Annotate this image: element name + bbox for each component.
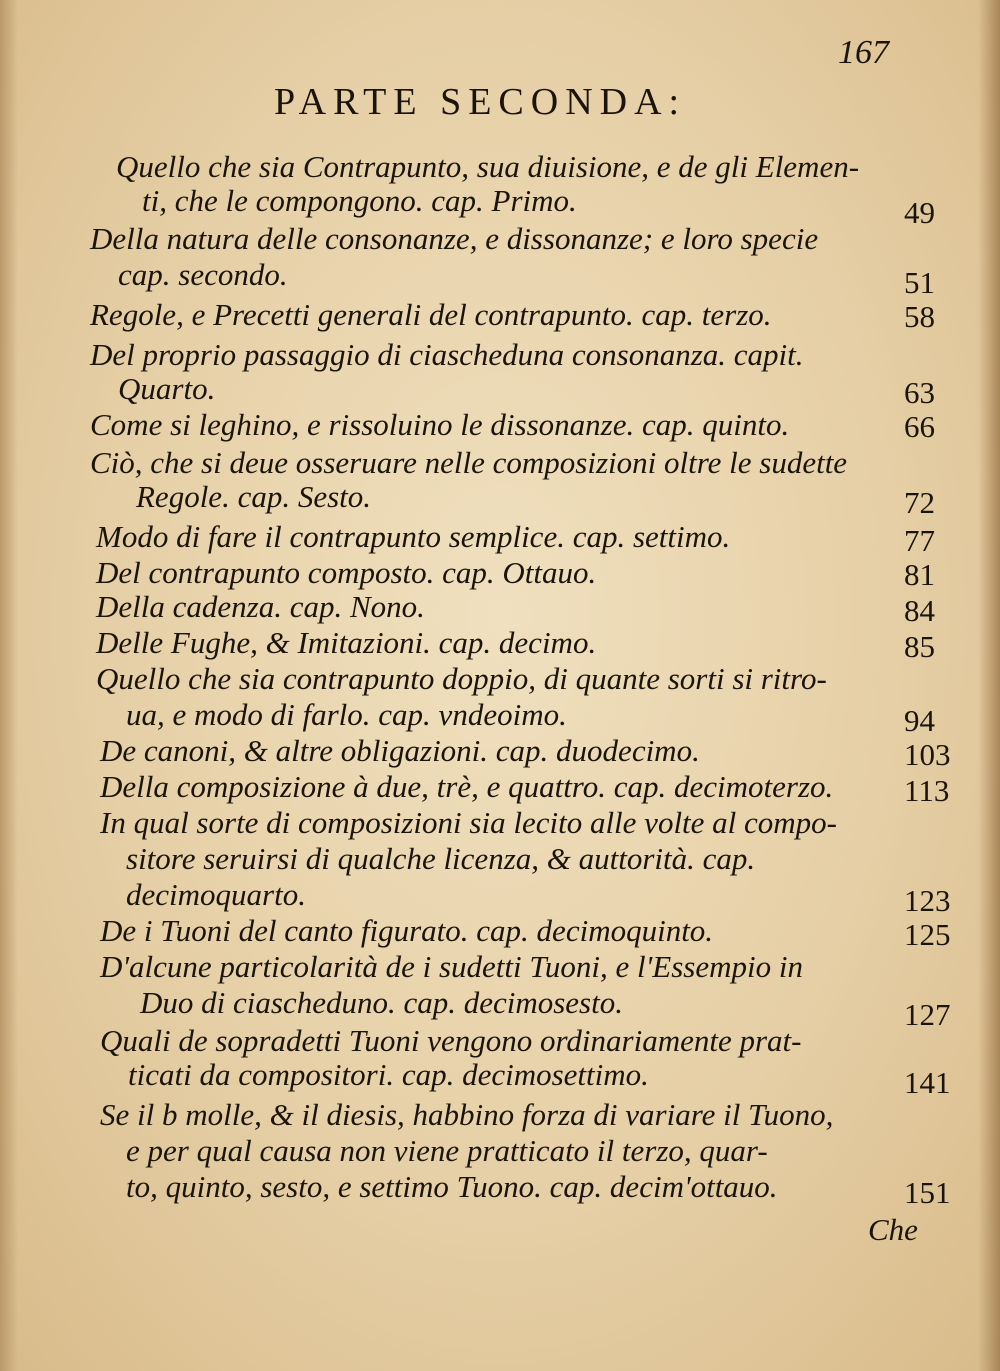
toc-entry-line: Come si leghino, e rissoluino le dissonanze. cap. quinto. xyxy=(90,407,790,442)
toc-entry-line: e per qual causa non viene pratticato il terzo, quar- xyxy=(126,1133,768,1168)
toc-entry-line: Quello che sia contrapunto doppio, di quante sorti si ritro- xyxy=(96,661,827,696)
toc-entry-line: Ciò, che si deue osseruare nelle composizioni oltre le sudette xyxy=(90,445,848,480)
toc-entry-line: ua, e modo di farlo. cap. vndeoimo. xyxy=(126,697,567,732)
toc-entry-line: Delle Fughe, & Imitazioni. cap. decimo. xyxy=(96,625,597,660)
toc-entry-line: Regole. cap. Sesto. xyxy=(136,479,372,514)
toc-entry-line: sitore seruirsi di qualche licenza, & auttorità. cap. xyxy=(126,841,756,876)
toc-page-number: 103 xyxy=(904,737,951,772)
toc-page-number: 151 xyxy=(904,1175,951,1210)
toc-entry-line: Quali de sopradetti Tuoni vengono ordinariamente prat- xyxy=(100,1023,802,1058)
toc-page-number: 72 xyxy=(904,485,935,520)
folio-number: 167 xyxy=(838,34,889,71)
toc-page-number: 141 xyxy=(904,1065,951,1100)
toc-entry-line: to, quinto, sesto, e settimo Tuono. cap. decim'ottauo. xyxy=(126,1169,778,1204)
toc-entry-line: Regole, e Precetti generali del contrapunto. cap. terzo. xyxy=(90,297,772,332)
toc-entry-line: Del contrapunto composto. cap. Ottauo. xyxy=(96,555,597,590)
toc-entry-line: ti, che le compongono. cap. Primo. xyxy=(142,183,577,218)
toc-page-number: 125 xyxy=(904,917,951,952)
toc-page-number: 113 xyxy=(904,773,950,808)
toc-page-number: 94 xyxy=(904,703,935,738)
running-head: PARTE SECONDA: xyxy=(274,81,687,123)
toc-entry-line: Quarto. xyxy=(118,371,216,406)
toc-entry-line: decimoquarto. xyxy=(126,877,306,912)
toc-page-number: 123 xyxy=(904,883,951,918)
toc-page-number: 84 xyxy=(904,593,935,628)
toc-page-number: 81 xyxy=(904,557,935,592)
toc-entry-line: cap. secondo. xyxy=(118,257,288,292)
toc-page-number: 85 xyxy=(904,629,935,664)
toc-page-number: 51 xyxy=(904,265,935,300)
toc-entry-line: Quello che sia Contrapunto, sua diuisione, e de gli Elemen- xyxy=(116,149,860,184)
toc-page-number: 66 xyxy=(904,409,935,444)
toc-entry-line: D'alcune particolarità de i sudetti Tuoni, e l'Essempio in xyxy=(100,949,803,984)
toc-page-number: 58 xyxy=(904,299,935,334)
toc-page-number: 63 xyxy=(904,375,935,410)
toc-entry-line: De canoni, & altre obligazioni. cap. duodecimo. xyxy=(100,733,700,768)
toc-entry-line: Della composizione à due, trè, e quattro. cap. decimoterzo. xyxy=(100,769,834,804)
toc-page-number: 127 xyxy=(904,997,951,1032)
catchword: Che xyxy=(868,1212,918,1247)
toc-entry-line: Della natura delle consonanze, e dissonanze; e loro specie xyxy=(90,221,819,256)
toc-entry-line: Del proprio passaggio di ciascheduna consonanza. capit. xyxy=(90,337,804,372)
toc-entry-line: Se il b molle, & il diesis, habbino forza di variare il Tuono, xyxy=(100,1097,834,1132)
toc-entry-line: In qual sorte di composizioni sia lecito alle volte al compo- xyxy=(100,805,838,840)
toc-page-number: 77 xyxy=(904,523,935,558)
toc-entry-line: Duo di ciascheduno. cap. decimosesto. xyxy=(140,985,623,1020)
toc-entry-line: Modo di fare il contrapunto semplice. cap. settimo. xyxy=(96,519,731,554)
toc-page-number: 49 xyxy=(904,195,935,230)
toc-entry-line: Della cadenza. cap. Nono. xyxy=(96,589,425,624)
toc-entry-line: De i Tuoni del canto figurato. cap. decimoquinto. xyxy=(100,913,714,948)
toc-entry-line: ticati da compositori. cap. decimosettimo. xyxy=(128,1057,649,1092)
